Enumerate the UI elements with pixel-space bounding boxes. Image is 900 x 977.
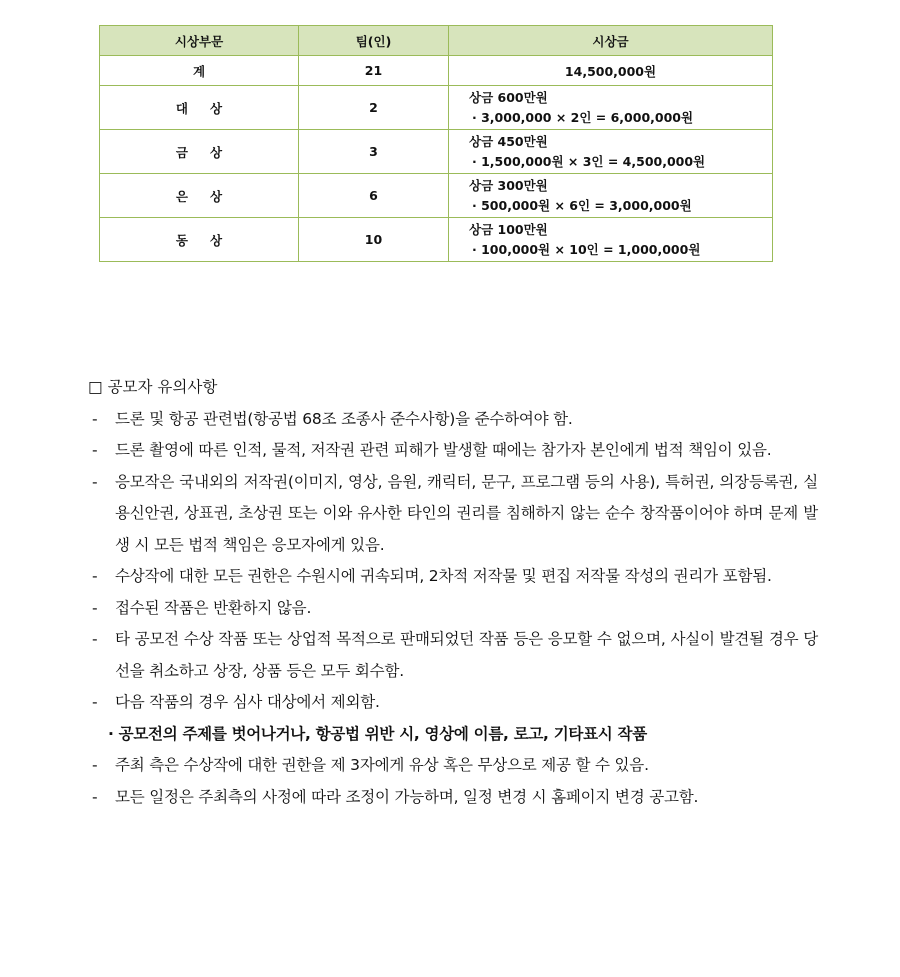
list-item-text: 접수된 작품은 반환하지 않음. bbox=[115, 598, 312, 617]
category-name: 은 상 bbox=[100, 174, 299, 218]
prize-detail: 상금 100만원 · 100,000원 × 10인 = 1,000,000원 bbox=[449, 218, 773, 262]
list-item bbox=[88, 687, 818, 719]
list-item-text: 모든 일정은 주최측의 사정에 따라 조정이 가능하며, 일정 변경 시 홈페이지 변경 공고함. bbox=[115, 787, 699, 806]
header-prize: 시상금 bbox=[449, 26, 773, 56]
dash-bullet: - bbox=[92, 787, 98, 806]
prize-table bbox=[99, 25, 773, 262]
list-item bbox=[88, 750, 818, 782]
total-amount: 14,500,000원 bbox=[449, 56, 773, 86]
header-teams: 팀(인) bbox=[299, 26, 449, 56]
category-name: 대 상 bbox=[100, 86, 299, 130]
prize-detail: 상금 600만원 · 3,000,000 × 2인 = 6,000,000원 bbox=[449, 86, 773, 130]
excluded-works-detail: · 공모전의 주제를 벗어나거나, 항공법 위반 시, 영상에 이름, 로고, 기타표시 작품 bbox=[108, 724, 647, 743]
team-count: 2 bbox=[299, 86, 449, 130]
list-item-text: 드론 및 항공 관련법(항공법 68조 조종사 준수사항)을 준수하여야 함. bbox=[115, 409, 573, 428]
list-item bbox=[88, 561, 818, 593]
table-row bbox=[100, 218, 773, 262]
list-item bbox=[88, 624, 818, 687]
dash-bullet: - bbox=[92, 472, 98, 491]
table-row bbox=[100, 174, 773, 218]
team-count: 3 bbox=[299, 130, 449, 174]
list-item-text: 주최 측은 수상작에 대한 권한을 제 3자에게 유상 혹은 무상으로 제공 할 수 있음. bbox=[115, 756, 649, 774]
list-item-text: 타 공모전 수상 작품 또는 상업적 목적으로 판매되었던 작품 등은 응모할 수 없으며, 사실이 발견될 경우 당선을 취소하고 상장, 상품 등은 모두 회수함. bbox=[115, 630, 818, 680]
total-label: 계 bbox=[100, 56, 299, 86]
table-row bbox=[100, 86, 773, 130]
prize-detail: 상금 300만원 · 500,000원 × 6인 = 3,000,000원 bbox=[449, 174, 773, 218]
category-name: 금 상 bbox=[100, 130, 299, 174]
dash-bullet: - bbox=[92, 756, 98, 774]
list-item-text: 드론 촬영에 따른 인적, 물적, 저작권 관련 피해가 발생할 때에는 참가자 본인에게 법적 책임이 있음. bbox=[115, 441, 772, 459]
team-count: 6 bbox=[299, 174, 449, 218]
total-teams: 21 bbox=[299, 56, 449, 86]
team-count: 10 bbox=[299, 218, 449, 262]
list-item bbox=[88, 467, 818, 562]
dash-bullet: - bbox=[92, 567, 98, 585]
dash-bullet: - bbox=[92, 441, 98, 459]
list-item-text: 응모작은 국내외의 저작권(이미지, 영상, 음원, 캐릭터, 문구, 프로그램 등의 사용), 특허권, 의장등록권, 실용신안권, 상표권, 초상권 또는 이와 유사한 타인의 권리를 침해하지 않는 순수 창작품이어야 하며 문제 발생 시 모든 법적 책임은 응모자에게 있음. bbox=[115, 472, 818, 554]
dash-bullet: - bbox=[92, 598, 98, 617]
list-item bbox=[88, 435, 818, 467]
list-item bbox=[88, 782, 818, 814]
table-row bbox=[100, 130, 773, 174]
dash-bullet: - bbox=[92, 693, 98, 711]
list-item bbox=[88, 404, 818, 436]
table-header-row bbox=[100, 26, 773, 56]
list-item bbox=[88, 593, 818, 625]
list-item-text: 다음 작품의 경우 심사 대상에서 제외함. bbox=[115, 693, 380, 711]
prize-detail: 상금 450만원 · 1,500,000원 × 3인 = 4,500,000원 bbox=[449, 130, 773, 174]
category-name: 동 상 bbox=[100, 218, 299, 262]
notes-section bbox=[88, 372, 818, 813]
notes-heading: □ 공모자 유의사항 bbox=[88, 378, 218, 396]
list-item-text: 수상작에 대한 모든 권한은 수원시에 귀속되며, 2차적 저작물 및 편집 저작물 작성의 권리가 포함됨. bbox=[115, 567, 772, 585]
header-category: 시상부문 bbox=[100, 26, 299, 56]
table-row-total bbox=[100, 56, 773, 86]
dash-bullet: - bbox=[92, 409, 98, 428]
dash-bullet: - bbox=[92, 630, 98, 648]
